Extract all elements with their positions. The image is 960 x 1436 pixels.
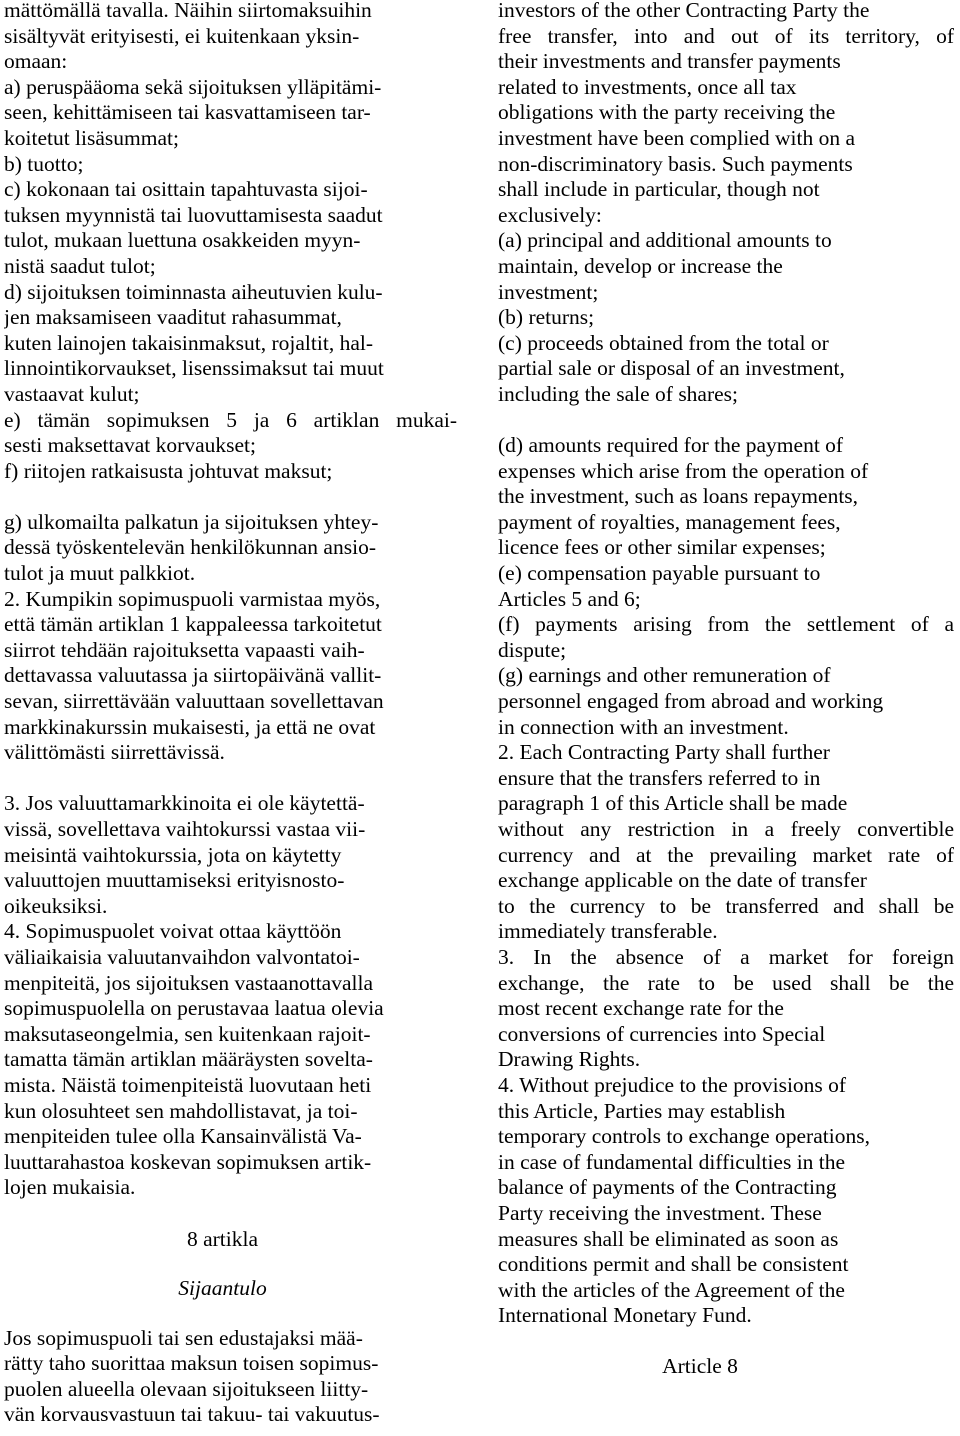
text-line: Jos sopimuspuoli tai sen edustajaksi mää-	[4, 1325, 363, 1350]
text-line: free transfer, into and out of its territory, of	[498, 23, 954, 48]
article-number-en: Article 8	[662, 1354, 738, 1379]
text-line: meisintä vaihtokurssia, jota on käytetty	[4, 842, 342, 867]
text-line: g) ulkomailta palkatun ja sijoituksen yhtey-	[4, 509, 379, 534]
text-line: valuuttojen muuttamiseksi erityisnosto-	[4, 868, 345, 893]
text-line: (b) returns;	[498, 305, 595, 330]
text-line: in case of fundamental difficulties in the	[498, 1149, 846, 1174]
finnish-paragraphs-exchange	[4, 791, 457, 1201]
text-line: related to investments, once all tax	[498, 74, 797, 99]
text-line: most recent exchange rate for the	[498, 996, 784, 1021]
text-line: lojen mukaisia.	[4, 1175, 136, 1200]
text-line: immediately transferable.	[498, 919, 718, 944]
text-line: Party receiving the investment. These	[498, 1200, 822, 1225]
text-line: without any restriction in a freely convertible	[498, 817, 954, 841]
text-line: mista. Näistä toimenpiteistä luovutaan heti	[4, 1072, 372, 1097]
text-line: f) riitojen ratkaisusta johtuvat maksut;	[4, 458, 333, 483]
text-line: tamatta tämän artiklan määräysten sovelta-	[4, 1047, 373, 1072]
text-line: investors of the other Contracting Party the	[498, 0, 870, 22]
text-line: d) sijoituksen toiminnasta aiheutuvien kulu-	[4, 279, 383, 304]
blank-line	[4, 766, 457, 792]
text-line: seen, kehittämiseen tai kasvattamiseen tar-	[4, 100, 371, 125]
text-line: mättömällä tavalla. Näihin siirtomaksuihin	[4, 0, 372, 22]
text-line: (a) principal and additional amounts to	[498, 228, 832, 253]
text-line: 4. Without prejudice to the provisions of	[498, 1072, 847, 1097]
text-line: linnointikorvaukset, lisenssimaksut tai muut	[4, 356, 384, 381]
text-line: partial sale or disposal of an investment,	[498, 356, 845, 381]
text-line: their investments and transfer payments	[498, 49, 841, 74]
text-line: paragraph 1 of this Article shall be made	[498, 791, 848, 816]
text-line: a) peruspääoma sekä sijoituksen ylläpitämi-	[4, 74, 382, 99]
text-line: kun olosuhteet sen mahdollistavat, ja toi-	[4, 1098, 358, 1123]
text-line: sisältyvät erityisesti, ei kuitenkaan yksin-	[4, 23, 360, 48]
text-line: tulot, mukaan luettuna osakkeiden myyn-	[4, 228, 361, 253]
finnish-paragraphs-transfers	[4, 0, 457, 484]
text-line: siirrot tehdään rajoituksetta vapaasti vaih-	[4, 637, 365, 662]
text-line: Articles 5 and 6;	[498, 586, 641, 611]
text-line: exchange, the rate to be used shall be the	[498, 970, 954, 995]
article-number-fi: 8 artikla	[186, 1226, 259, 1251]
text-line: expenses which arise from the operation of	[498, 458, 869, 483]
text-line: rätty taho suorittaa maksun toisen sopimus-	[4, 1351, 379, 1376]
text-line: menpiteitä, jos sijoituksen vastaanottavalla	[4, 970, 373, 995]
text-line: (d) amounts required for the payment of	[498, 433, 844, 458]
text-line: c) kokonaan tai osittain tapahtuvasta sijoi-	[4, 177, 368, 202]
text-line: obligations with the party receiving the	[498, 100, 836, 125]
text-line: dessä työskentelevän henkilökunnan ansio-	[4, 535, 376, 560]
text-line: exchange applicable on the date of transfer	[498, 868, 867, 893]
text-line: temporary controls to exchange operations,	[498, 1124, 870, 1149]
text-line: (f) payments arising from the settlement of a	[498, 612, 954, 637]
text-line: kuten lainojen takaisinmaksut, rojaltit, hal-	[4, 330, 373, 355]
text-line: to the currency to be transferred and shall be	[498, 893, 954, 918]
blank-line	[4, 1201, 457, 1227]
text-line: väliaikaisia valuutanvaihdon valvontatoi-	[4, 944, 360, 969]
text-line: measures shall be eliminated as soon as	[498, 1226, 839, 1251]
text-line: personnel engaged from abroad and working	[498, 689, 884, 714]
text-line: oikeuksiksi.	[4, 893, 108, 918]
text-line: menpiteiden tulee olla Kansainvälistä Va-	[4, 1124, 362, 1149]
text-line: markkinakurssin mukaisesti, ja että ne ovat	[4, 714, 376, 739]
text-line: vän korvausvastuun tai takuu- tai vakuutus-	[4, 1402, 380, 1427]
text-line: tulot ja muut palkkiot.	[4, 561, 196, 586]
text-line: jen maksamiseen vaaditut rahasummat,	[4, 305, 342, 330]
text-line: the investment, such as loans repayments,	[498, 484, 859, 509]
text-line: (e) compensation payable pursuant to	[498, 561, 821, 586]
text-line: exclusively:	[498, 202, 602, 227]
text-line: 3. Jos valuuttamarkkinoita ei ole käytettä-	[4, 791, 365, 816]
text-line: sevan, siirrettävään valuuttaan sovellettavan	[4, 689, 384, 714]
text-line: balance of payments of the Contracting	[498, 1175, 837, 1200]
text-line: dettavassa valuutassa ja siirtopäivänä vallit-	[4, 663, 382, 688]
text-line: with the articles of the Agreement of the	[498, 1277, 845, 1302]
text-line: ensure that the transfers referred to in	[498, 765, 821, 790]
blank-line	[4, 1302, 457, 1326]
text-line: että tämän artiklan 1 kappaleessa tarkoitetut	[4, 612, 382, 637]
text-line: vastaavat kulut;	[4, 381, 140, 406]
text-line: Drawing Rights.	[498, 1047, 641, 1072]
text-line: (g) earnings and other remuneration of	[498, 663, 831, 688]
text-line: koitetut lisäsummat;	[4, 125, 179, 150]
text-line: non-discriminatory basis. Such payments	[498, 151, 853, 176]
text-line: including the sale of shares;	[498, 381, 739, 406]
article-title-fi: Sijaantulo	[178, 1276, 267, 1301]
text-line: puolen alueella olevaan sijoitukseen liitty-	[4, 1376, 369, 1401]
text-line: nistä saadut tulot;	[4, 253, 156, 278]
text-line: sopimuspuolella on perustavaa laatua olevia	[4, 996, 384, 1021]
text-line: conditions permit and shall be consistent	[498, 1252, 849, 1277]
text-line: sesti maksettavat korvaukset;	[4, 433, 256, 458]
blank-line	[498, 1329, 954, 1355]
finnish-text-column	[4, 0, 457, 1428]
text-line: omaan:	[4, 49, 68, 74]
text-line: this Article, Parties may establish	[498, 1098, 786, 1123]
text-line: currency and at the prevailing market rate of	[498, 842, 954, 867]
text-line: välittömästi siirrettävissä.	[4, 740, 225, 765]
english-paragraphs-transfers	[498, 0, 954, 408]
text-line: vissä, sovellettava vaihtokurssi vastaa vii-	[4, 817, 366, 841]
text-line: 3. In the absence of a market for foreign	[498, 944, 954, 969]
blank-line	[498, 408, 954, 434]
text-line: tuksen myynnistä tai luovuttamisesta saadut	[4, 202, 383, 227]
text-line: investment;	[498, 279, 599, 304]
english-paragraphs-expenses	[498, 433, 954, 1329]
text-line: dispute;	[498, 637, 567, 662]
blank-line	[4, 484, 457, 510]
text-line: shall include in particular, though not	[498, 177, 820, 202]
finnish-paragraph-subrogation	[4, 1326, 457, 1428]
text-line: conversions of currencies into Special	[498, 1021, 826, 1046]
text-line: maintain, develop or increase the	[498, 253, 783, 278]
finnish-paragraphs-earnings	[4, 510, 457, 766]
text-line: e) tämän sopimuksen 5 ja 6 artiklan mukai-	[4, 407, 457, 432]
english-text-column	[498, 0, 954, 1380]
text-line: investment have been complied with on a	[498, 125, 856, 150]
text-line: 2. Kumpikin sopimuspuoli varmistaa myös,	[4, 586, 381, 611]
text-line: 4. Sopimuspuolet voivat ottaa käyttöön	[4, 919, 342, 944]
text-line: 2. Each Contracting Party shall further	[498, 740, 830, 765]
text-line: payment of royalties, management fees,	[498, 509, 841, 534]
text-line: licence fees or other similar expenses;	[498, 535, 826, 560]
text-line: (c) proceeds obtained from the total or	[498, 330, 829, 355]
text-line: International Monetary Fund.	[498, 1303, 752, 1328]
blank-line	[4, 1252, 457, 1276]
text-line: in connection with an investment.	[498, 714, 789, 739]
text-line: maksutaseongelmia, sen kuitenkaan rajoit-	[4, 1021, 371, 1046]
text-line: b) tuotto;	[4, 151, 84, 176]
text-line: luuttarahastoa koskevan sopimuksen artik-	[4, 1149, 372, 1174]
